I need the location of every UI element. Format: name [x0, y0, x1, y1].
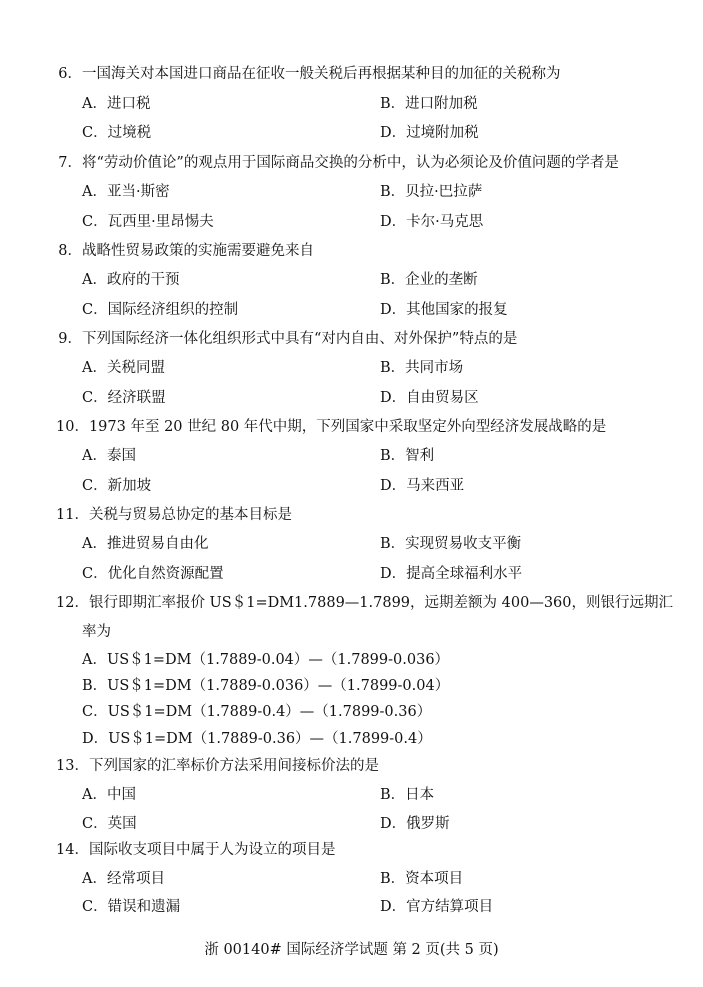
question-number: 10． [56, 419, 89, 435]
option-d: D．提高全球福利水平 [380, 566, 523, 582]
option-c: C．国际经济组织的控制 [82, 302, 239, 318]
option-c: C．经济联盟 [82, 390, 166, 406]
option-c: C．过境税 [82, 125, 152, 141]
question-10 [56, 417, 606, 437]
option-c: C．优化自然资源配置 [82, 566, 224, 582]
page-footer: 浙 00140# 国际经济学试题 第 2 页(共 5 页) [204, 942, 499, 958]
option-d: D．自由贸易区 [380, 390, 479, 406]
option-b: B．US＄1=DM（1.7889-0.036）—（1.7899-0.04） [82, 678, 450, 694]
option-d: D．其他国家的报复 [380, 302, 508, 318]
question-number: 9． [58, 331, 82, 347]
option-b: B．智利 [380, 448, 435, 464]
option-a: A．US＄1=DM（1.7889-0.04）—（1.7899-0.036） [82, 652, 450, 668]
option-b: B．实现贸易收支平衡 [380, 536, 522, 552]
question-number: 12． [56, 595, 89, 611]
question-text: 一国海关对本国进口商品在征收一般关税后再根据某种目的加征的关税称为 [82, 66, 561, 82]
option-b: B．贝拉·巴拉萨 [380, 184, 483, 200]
option-c: C．英国 [82, 816, 137, 832]
option-d: D．马来西亚 [380, 478, 465, 494]
question-text: 战略性贸易政策的实施需要避免来自 [82, 243, 314, 259]
question-6 [56, 64, 561, 84]
option-a: A．经常项目 [82, 871, 165, 887]
question-text: 国际收支项目中属于人为设立的项目是 [88, 842, 336, 858]
question-7 [56, 153, 619, 173]
option-c: C．新加坡 [82, 478, 152, 494]
question-text: 下列国际经济一体化组织形式中具有“对内自由、对外保护”特点的是 [82, 331, 518, 347]
question-text: 下列国家的汇率标价方法采用间接标价法的是 [88, 758, 379, 774]
option-d: D．官方结算项目 [380, 899, 494, 915]
question-number: 8． [58, 243, 82, 259]
question-9 [56, 329, 517, 349]
option-a: A．进口税 [82, 96, 151, 112]
option-d: D．过境附加税 [380, 125, 479, 141]
option-a: A．泰国 [82, 448, 136, 464]
question-text: 将“劳动价值论”的观点用于国际商品交换的分析中，认为必须论及价值问题的学者是 [82, 155, 619, 171]
option-b: B．资本项目 [380, 871, 464, 887]
question-number: 14． [56, 842, 89, 858]
question-12 [56, 593, 673, 613]
option-c: C．US＄1=DM（1.7889-0.4）—（1.7899-0.36） [82, 704, 432, 720]
question-text-continued: 率为 [82, 624, 111, 640]
option-c: C．瓦西里·里昂惕夫 [82, 214, 214, 230]
option-d: D．US＄1=DM（1.7889-0.36）—（1.7899-0.4） [82, 731, 432, 747]
option-a: A．关税同盟 [82, 360, 165, 376]
question-number: 6． [58, 66, 82, 82]
question-14 [56, 840, 335, 860]
question-number: 7． [58, 155, 82, 171]
option-b: B．日本 [380, 787, 435, 803]
question-13 [56, 756, 379, 776]
question-text: 关税与贸易总协定的基本目标是 [88, 507, 292, 523]
option-c: C．错误和遗漏 [82, 899, 181, 915]
option-a: A．政府的干预 [82, 272, 180, 288]
question-number: 11． [56, 507, 89, 523]
option-b: B．企业的垄断 [380, 272, 478, 288]
option-a: A．中国 [82, 787, 136, 803]
option-d: D．卡尔·马克思 [380, 214, 484, 230]
question-number: 13． [56, 758, 89, 774]
question-11 [56, 505, 292, 525]
option-a: A．推进贸易自由化 [82, 536, 209, 552]
question-text: 1973 年至 20 世纪 80 年代中期，下列国家中采取坚定外向型经济发展战略的是 [88, 419, 607, 435]
option-b: B．共同市场 [380, 360, 464, 376]
option-b: B．进口附加税 [380, 96, 478, 112]
question-8 [56, 241, 314, 261]
question-text: 银行即期汇率报价 US＄1=DM1.7889—1.7899，远期差额为 400—360，则银行远期汇 [88, 595, 673, 611]
option-d: D．俄罗斯 [380, 816, 450, 832]
option-a: A．亚当·斯密 [82, 184, 170, 200]
